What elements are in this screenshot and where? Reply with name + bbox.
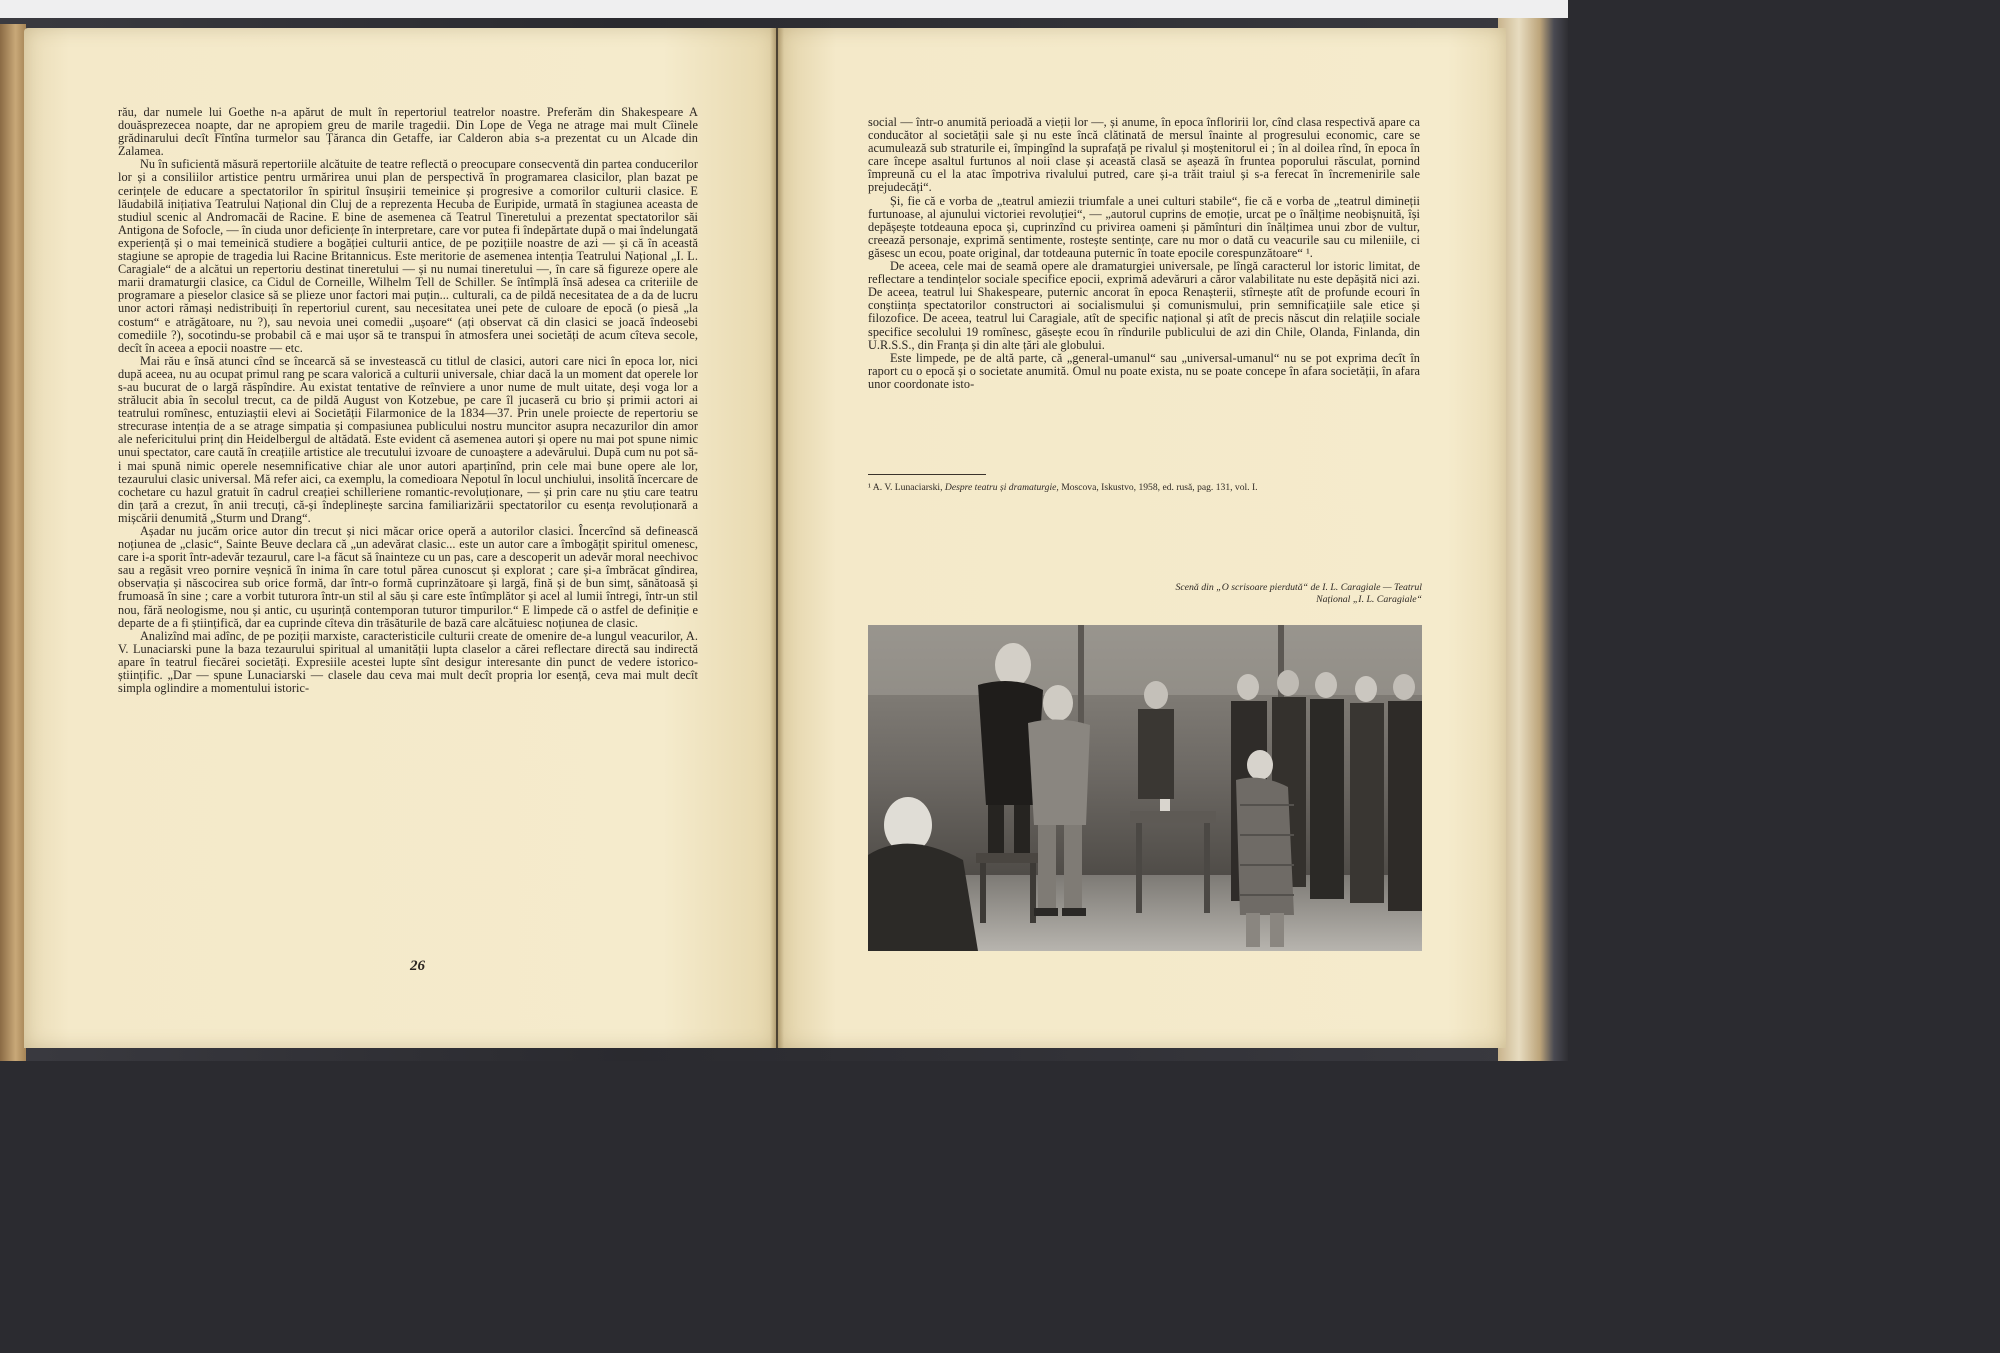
caption-line: Scenă din „O scrisoare pierdută“ de I. L. Caragiale — Teatrul — [1175, 582, 1422, 593]
paragraph: social — într-o anumită perioadă a vieții lor —, și anume, în epoca înfloririi lor, cînd clasa respectivă apare ca conducător al societății sale și nu este încă clătinată de mersul înainte al progresului economic, care se acumulează sub straturile ei, împingînd la suprafață pe rivalul și moștenitorul ei ; în al doilea rînd, în epoca în care începe asaltul furtunos al noii clase și această clasă se așează în fruntea poporului răsculat, pornind împreună cu el la atac împotriva rivalului putred, care și-a trăit traiul și s-a ferecat în încremenirile sale prejudecăți“. — [868, 115, 1420, 195]
right-page-body — [868, 116, 1420, 391]
cover-edge-left — [0, 24, 26, 1061]
paragraph: Și, fie că e vorba de „teatrul amiezii triumfale a unei culturi stabile“, fie că e vorba de „teatrul dimineții furtunoase, al ajunului victoriei revoluției“, — „autorul cuprins de emoție, urcat pe o înălțime neobișnuită, își depășește totdeauna epoca și, cuprinzînd cu privirea oameni și pămînturi din înălțimea unui zbor de vultur, creează personaje, exprimă sentimente, rostește sentințe, care nu mor o dată cu veacurile sau cu mileniile, ci găsesc un ecou, poate original, dar totdeauna puternic în toate epocile corespunzătoare“ ¹. — [868, 193, 1420, 260]
paragraph: Este limpede, pe de altă parte, că „general-umanul“ sau „universal-umanul“ nu se pot exprima decît în raport cu o epocă și o societate anumită. Omul nu poate exista, nu se poate concepe în afara societății, în afara unor coordonate isto- — [868, 350, 1420, 391]
photograph-illustration — [868, 625, 1422, 951]
paragraph: Analizînd mai adînc, de pe poziții marxiste, caracteristicile culturii create de omenire de-a lungul veacurilor, A. V. Lunaciarski pune la baza tezaurului spiritual al umanității lupta claselor a cărei reflectare directă sau indirectă apare în teatrul fiecărei societăți. Expresiile acestei lupte sînt desigur interesante din punct de vedere istorico-științific. „Dar — spune Lunaciarski — clasele dau ceva mai mult decît propria lor esență, ceva mai mult decît simpla oglindire a momentului istoric- — [118, 628, 698, 696]
paragraph: rău, dar numele lui Goethe n-a apărut de mult în repertoriul teatrelor noastre. Preferăm din Shakespeare A douăsprezecea noapte, dar ne apropiem greu de marile tragedii. Din Lope de Vega ne atrage mai mult Cîinele grădinarului decît Fîntîna turmelor sau Țăranca din Getaffe, iar Calderon abia s-a prezentat cu un Alcade din Zalamea. — [118, 105, 698, 159]
left-page-body — [118, 106, 698, 695]
footnote-author: A. V. Lunaciarski, — [872, 482, 943, 493]
stage-photograph — [868, 625, 1422, 951]
page-stack-edge-right — [1498, 18, 1568, 1061]
page-number: 26 — [410, 958, 425, 974]
paragraph: Mai rău e însă atunci cînd se încearcă să se investească cu titlul de clasici, autori care nici în epoca lor, nici după aceea, nu au ocupat primul rang pe scara valorică a culturii universale, chiar dacă la un moment dat operele lor s-au bucurat de o largă răspîndire. Au existat tentative de reînviere a unor nume de mult uitate, deși voga lor a strălucit abia în secolul trecut, ca de pildă August von Kotzebue, pe care îl jucaseră cu brio și primii actori ai teatrului romînesc, entuziaștii elevi ai Societății Filarmonice de la 1834—37. Prin unele proiecte de repertoriu se strecurase intenția de a se atrage simpatia și compasiunea publicului nostru muncitor asupra necazurilor din amor ale nefericitului prinț din Heidelbergul de altădată. Este evident că asemenea autori și opere nu mai pot spune nimic unui spectator, care caută în creațiile artistice ale trecutului izvoare de cunoaștere a adevărului. După cum nu pot să-i mai spună nimic operele nesemnificative chiar ale unor autori aparținînd, prin cele mai bune opere ale lor, tezaurului clasic universal. Mă refer aici, ca exemplu, la comedioara Nepotul în locul unchiului, insolită încercare de cochetare cu hazul gratuit în cadrul creației schilleriene romantic-revoluționare, — și prin care nu știu care teatru din țară a crezut, în anii trecuți, că-și îndeplinește sarcina familiarizării spectatorilor cu esența revoluționară a mișcării denumită „Sturm und Drang“. — [118, 353, 698, 525]
footnote-details: Moscova, Iskustvo, 1958, ed. rusă, pag. 131, vol. I. — [1061, 482, 1258, 493]
footnote-number: ¹ — [868, 482, 871, 493]
paragraph: Așadar nu jucăm orice autor din trecut și nici măcar orice operă a autorilor clasici. Încercînd să definească noțiunea de „clasic“, Sainte Beuve declara că „un adevărat clasic... este un autor care a îmbogățit spiritul omenesc, care i-a sporit într-adevăr tezaurul, care l-a făcut să înainteze cu un pas, care a descoperit un adevăr moral neechivoc sau a regăsit vreo pornire veșnică în inima în care totul părea cunoscut și explorat ; care și-a îmbrăcat gîndirea, observația și născocirea sub orice formă, dar într-o formă cuprinzătoare și largă, fină și de bun simț, sănătoasă și frumoasă în sine ; care a vorbit tuturora într-un stil al său și care este întîmplător și acel al lumii întregi, într-un stil nou, fără neologisme, nou și antic, cu ușurință contemporan tuturor timpurilor.“ E limpede că o astfel de definiție e departe de a fi științifică, dar ea cuprinde cîteva din trăsăturile de bază care alcătuiesc noțiunea de clasic. — [118, 524, 698, 630]
footnote — [868, 482, 1420, 494]
paragraph: Nu în suficientă măsură repertoriile alcătuite de teatre reflectă o preocupare consecventă din partea conducerilor lor și a consiliilor artistice pentru urmărirea unui plan de perspectivă în programarea clasicilor, plan bazat pe cerințele de educare a spectatorilor în spiritul însușirii temeinice și progresive a comorilor culturii clasice. E lăudabilă inițiativa Teatrului Național din Cluj de a reprezenta Hecuba de Euripide, urmată în stagiunea aceasta de studiul scenic al Andromacăi de Racine. E bine de asemenea că Teatrul Tineretului a prezentat spectatorilor săi Antigona de Sofocle, — în ciuda unor deficiențe în interpretare, care vor putea fi îndepărtate după o mai îndelungată experiență și o mai temeinică studiere a bogăției culturii antice, de pe pozițiile noastre de azi — și că în această stagiune se apropie de tragedia lui Racine Britannicus. Este meritorie de asemenea intenția Teatrului Național „I. L. Caragiale“ de a alcătui un repertoriu destinat tineretului — și nu numai tineretului —, în care să figureze opere ale marii dramaturgii clasice, ca Cidul de Corneille, Wilhelm Tell de Schiller. Se întîmplă însă adesea ca criteriile de programare a pieselor clasice să se plieze unor factori mai puțin... culturali, ca de pildă necesitatea de a da de lucru unor actori rămași nedistribuiți în repertoriul curent, sau necesitatea unei pete de culoare de epocă (o piesă „la costum“ e atrăgătoare, nu ?), sau nevoia unei comedii „ușoare“ (ați observat că din clasici se joacă îndeosebi comediile ?), socotindu-se probabil că e mai ușor să te transpui în atmosfera unei societăți de acum cîteva secole, decît în aceea a epocii noastre — etc. — [118, 157, 698, 355]
footnote-rule — [868, 474, 986, 475]
paragraph: De aceea, cele mai de seamă opere ale dramaturgiei universale, pe lîngă caracterul lor istoric limitat, de reflectare a tendințelor sociale specifice epocii, exprimă adevăruri a căror valabilitate nu este depășită nici azi. De aceea, teatrul lui Shakespeare, puternic ancorat în epoca Renașterii, stîrnește atît de profunde ecouri în conștiința spectatorilor constructori ai socialismului și comunismului, prin semnificațiile sale etice și filozofice. De aceea, teatrul lui Caragiale, atît de specific național și atît de precis născut din relațiile sociale specifice secolului 19 romînesc, găsește ecou în rîndurile publicului de azi din Chile, Olanda, Finlanda, din U.R.S.S., din Franța și din alte țări ale globului. — [868, 259, 1420, 352]
footnote-title: Despre teatru și dramaturgie, — [944, 482, 1059, 493]
book-gutter — [770, 28, 784, 1048]
photo-caption — [1040, 582, 1422, 606]
caption-line: Național „I. L. Caragiale“ — [1316, 594, 1422, 605]
